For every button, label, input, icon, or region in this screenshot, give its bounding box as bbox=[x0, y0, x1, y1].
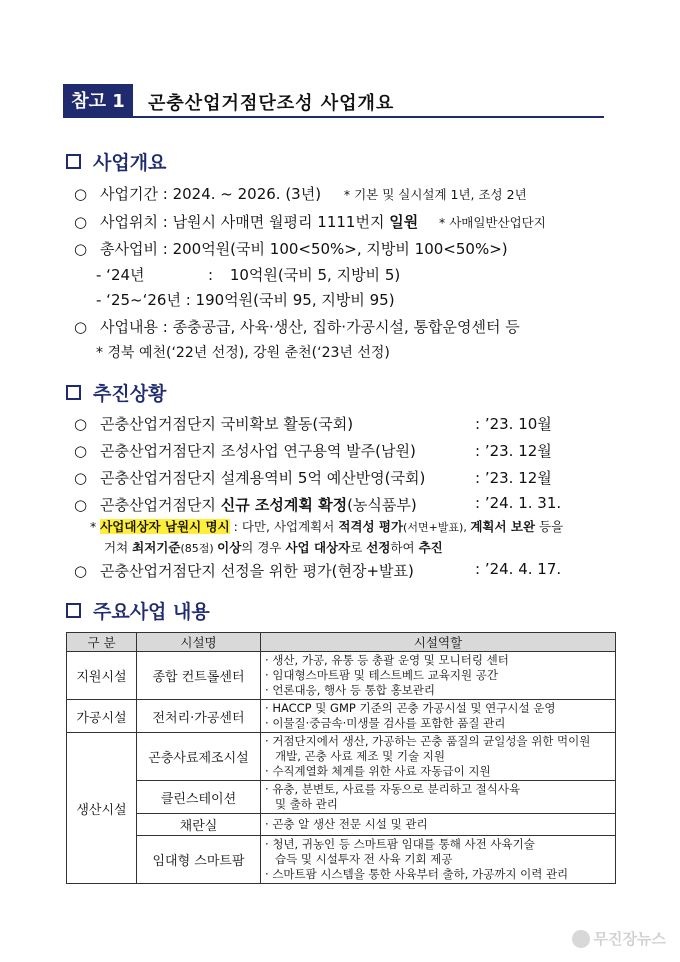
category-cell: 지원시설 bbox=[67, 652, 137, 700]
progress-item-1: ○ 곤충산업거점단지 국비확보 활동(국회) bbox=[74, 415, 354, 433]
facility-role-cell: ‧ 유충, 분변토, 사료를 자동으로 분리하고 절식사육 및 출하 관리 bbox=[261, 781, 616, 814]
facility-name-cell: 전처리·가공센터 bbox=[137, 700, 261, 733]
section-title: 추진상황 bbox=[93, 383, 167, 405]
table-header: 시설명 bbox=[137, 633, 261, 652]
cost-2025-line: - ‘25~‘26년 : 190억원(국비 95, 지방비 95) bbox=[96, 291, 395, 309]
section-title: 주요사업 내용 bbox=[93, 601, 210, 623]
table-row bbox=[67, 781, 616, 814]
category-cell: 가공시설 bbox=[67, 700, 137, 733]
square-bullet-icon bbox=[66, 603, 81, 618]
period-line: ○ 사업기간 : 2024. ~ 2026. (3년) * 기본 및 실시설계 1년, 조성 2년 bbox=[74, 185, 527, 203]
cost-2024-line: - ‘24년 : 10억원(국비 5, 지방비 5) bbox=[96, 266, 401, 284]
table-header: 시설역할 bbox=[261, 633, 616, 652]
progress-item-2: ○ 곤충산업거점단지 조성사업 연구용역 발주(남원) bbox=[74, 442, 416, 460]
progress-date-3: : ’23. 12월 bbox=[475, 469, 552, 487]
table-row bbox=[67, 652, 616, 700]
facility-name-cell: 곤충사료제조시설 bbox=[137, 733, 261, 781]
section-progress-heading bbox=[66, 379, 166, 406]
facility-table bbox=[66, 632, 616, 884]
cost-line: ○ 총사업비 : 200억원(국비 100<50%>, 지방비 100<50%>) bbox=[74, 240, 508, 258]
title-underline bbox=[63, 116, 604, 118]
facility-name-cell: 종합 컨트롤센터 bbox=[137, 652, 261, 700]
reference-badge: 참고 1 bbox=[63, 84, 133, 116]
progress-item-3: ○ 곤충산업거점단지 설계용역비 5억 예산반영(국회) bbox=[74, 469, 426, 487]
table-row bbox=[67, 700, 616, 733]
progress-date-4: : ’24. 1. 31. bbox=[475, 494, 562, 512]
progress-note: * 사업대상자 남원시 명시 : 다만, 사업계획서 적격성 평가(서면+발표), 계획서 보완 등을 bbox=[90, 519, 564, 534]
square-bullet-icon bbox=[66, 385, 81, 400]
facility-role-cell: ‧ HACCP 및 GMP 기준의 곤충 가공시설 및 연구시설 운영 ‧ 이물질·중금속·미생물 검사를 포함한 품질 관리 bbox=[261, 700, 616, 733]
table-row bbox=[67, 814, 616, 836]
progress-date-2: : ’23. 12월 bbox=[475, 442, 552, 460]
facility-role-cell: ‧ 거점단지에서 생산, 가공하는 곤충 품질의 균일성을 위한 먹이원 개발, 곤충 사료 제조 및 기술 지원 ‧ 수직계열화 체계를 위한 사료 자동급이 지원 bbox=[261, 733, 616, 781]
page-title: 곤충산업거점단조성 사업개요 bbox=[148, 93, 395, 114]
progress-item-4: ○ 곤충산업거점단지 신규 조성계획 확정(농식품부) bbox=[74, 496, 417, 514]
table-row bbox=[67, 836, 616, 884]
facility-name-cell: 클린스테이션 bbox=[137, 781, 261, 814]
news-logo-icon bbox=[572, 930, 590, 948]
progress-note-cont: 거쳐 최저기준(85점) 이상의 경우 사업 대상자로 선정하여 추진 bbox=[104, 540, 443, 555]
progress-date-5: : ’24. 4. 17. bbox=[475, 560, 562, 578]
facility-role-cell: ‧ 곤충 알 생산 전문 시설 및 관리 bbox=[261, 814, 616, 836]
progress-date-1: : ’23. 10월 bbox=[475, 415, 552, 433]
table-row bbox=[67, 733, 616, 781]
square-bullet-icon bbox=[66, 154, 81, 169]
progress-item-5: ○ 곤충산업거점단지 선정을 위한 평가(현장+발표) bbox=[74, 562, 414, 580]
watermark: 무진장뉴스 bbox=[572, 928, 666, 949]
facility-role-cell: ‧ 생산, 가공, 유통 등 총괄 운영 및 모니터링 센터 ‧ 임대형스마트팜 및 테스트베드 교육지원 공간 ‧ 언론대응, 행사 등 통합 홍보관리 bbox=[261, 652, 616, 700]
facility-name-cell: 임대형 스마트팜 bbox=[137, 836, 261, 884]
facility-role-cell: ‧ 청년, 귀농인 등 스마트팜 임대를 통해 사전 사육기술 습득 및 시설투자 전 사육 기회 제공 ‧ 스마트팜 시스템을 통한 사육부터 출하, 가공까지 이력 관리 bbox=[261, 836, 616, 884]
section-title: 사업개요 bbox=[93, 152, 167, 174]
section-projects-heading bbox=[66, 597, 210, 624]
content-line: ○ 사업내용 : 종충공급, 사육·생산, 집하·가공시설, 통합운영센터 등 bbox=[74, 318, 520, 336]
location-line: ○ 사업위치 : 남원시 사매면 월평리 1111번지 일원 * 사매일반산업단지 bbox=[74, 213, 546, 231]
category-cell: 생산시설 bbox=[67, 733, 137, 884]
table-header: 구 분 bbox=[67, 633, 137, 652]
content-note: * 경북 예천(‘22년 선정), 강원 춘천(‘23년 선정) bbox=[96, 345, 390, 361]
facility-name-cell: 채란실 bbox=[137, 814, 261, 836]
table-header-row bbox=[67, 633, 616, 652]
section-overview-heading bbox=[66, 148, 166, 175]
